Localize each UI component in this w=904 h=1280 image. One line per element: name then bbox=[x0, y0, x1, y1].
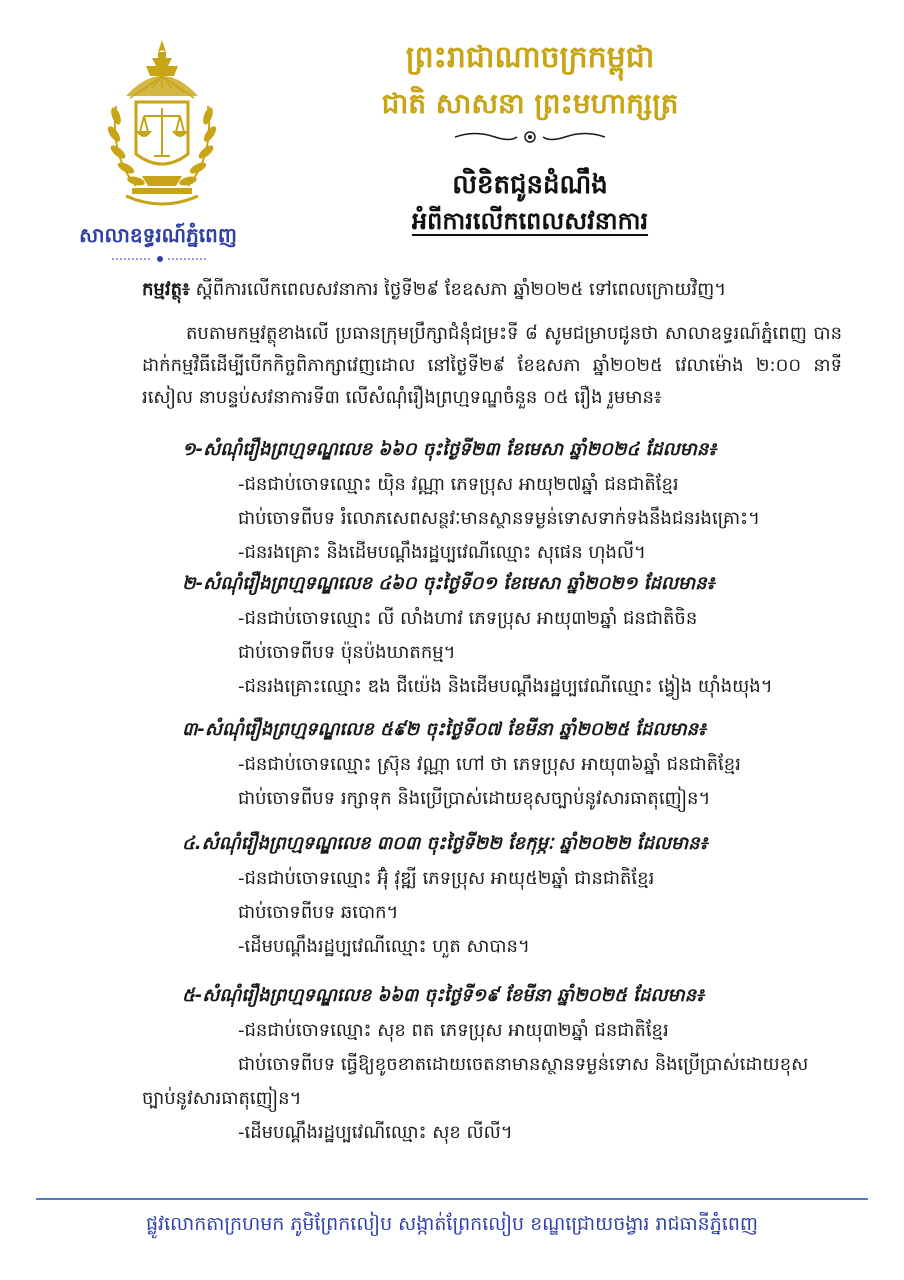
case-line: -ជនរងគ្រោះឈ្មោះ ឌង ជីយ៉េង និងដើមបណ្តឹងរដ្ឋប្បវេណីឈ្មោះ ង្វៀង យ៉ាំងយុង។ bbox=[238, 676, 773, 697]
case-block bbox=[142, 432, 852, 570]
case-line: -ជនជាប់ចោទឈ្មោះ អ៊ុំ វុឌ្ឍី ភេទប្រុស អាយុ៥២ឆ្នាំ ជានជាតិខ្មែរ bbox=[238, 868, 655, 889]
case-heading: ៤.សំណុំរឿងព្រហ្មទណ្ឌលេខ ៣០៣ ចុះថ្ងៃទី២២ ខែកុម្ភៈ ឆ្នាំ២០២២ ដែលមាន៖ bbox=[182, 833, 708, 854]
ornament-divider-icon bbox=[112, 254, 208, 264]
court-emblem-icon bbox=[96, 36, 228, 214]
case-line: -ជនរងគ្រោះ និងដើមបណ្តឹងរដ្ឋប្បវេណីឈ្មោះ សុផេន ហុងលី។ bbox=[238, 542, 646, 563]
subject-text: ស្តីពីការលើកពេលសវនាការ ថ្ងៃទី២៩ ខែឧសភា ឆ្នាំ២០២៥ ទៅពេលក្រោយវិញ។ bbox=[189, 279, 727, 300]
case-line: ជាប់ចោទពីបទ ធ្វើឱ្យខូចខាតដោយចេតនាមានស្ថានទម្ងន់ទោស និងប្រើប្រាស់ដោយខុស bbox=[238, 1054, 809, 1075]
document-subtitle: អំពីការលើកពេលសវនាការ bbox=[411, 206, 649, 235]
footer-address: ផ្លូវលោកតាក្រហមក ភូមិព្រែកលៀប សង្កាត់ព្រែកលៀប ខណ្ឌជ្រោយចង្វារ រាជធានីភ្នំពេញ bbox=[146, 1213, 758, 1235]
document-title: លិខិតជូនដំណឹង bbox=[452, 170, 608, 200]
case-heading: ៣-សំណុំរឿងព្រហ្មទណ្ឌលេខ ៥៩២ ចុះថ្ងៃទី០៧ ខែមីនា ឆ្នាំ២០២៥ ដែលមាន៖ bbox=[182, 719, 706, 740]
case-line: -ជនជាប់ចោទឈ្មោះ សុខ ពត ភេទប្រុស អាយុ៣២ឆ្នាំ ជនជាតិខ្មែរ bbox=[238, 1020, 669, 1041]
case-heading: ៥-សំណុំរឿងព្រហ្មទណ្ឌលេខ ៦៦៣ ចុះថ្ងៃទី១៩ ខែមីនា ឆ្នាំ២០២៥ ដែលមាន៖ bbox=[182, 985, 704, 1006]
case-heading: ១-សំណុំរឿងព្រហ្មទណ្ឌលេខ ៦៦០ ចុះថ្ងៃទី២៣ ខែមេសា ឆ្នាំ២០២៤ ដែលមាន៖ bbox=[182, 439, 717, 460]
kingdom-heading: ព្រះរាជាណាចក្រកម្ពុជា bbox=[405, 40, 655, 75]
case-heading: ២-សំណុំរឿងព្រហ្មទណ្ឌលេខ ៤៦០ ចុះថ្ងៃទី០១ ខែមេសា ឆ្នាំ២០២១ ដែលមាន៖ bbox=[182, 573, 715, 594]
national-motto: ជាតិ សាសនា ព្រះមហាក្សត្រ bbox=[381, 87, 679, 120]
ornament-divider-icon bbox=[455, 130, 605, 144]
case-line: ច្បាប់នូវសារធាតុញៀន។ bbox=[142, 1088, 302, 1109]
subject-label: កម្មវត្ថុ៖ bbox=[142, 279, 190, 300]
case-line: -ដើមបណ្តឹងរដ្ឋប្បវេណីឈ្មោះ ហួត សាបាន។ bbox=[238, 936, 530, 957]
subject-line bbox=[142, 274, 842, 306]
case-line: ជាប់ចោទពីបទ រក្សាទុក និងប្រើប្រាស់ដោយខុសច្បាប់នូវសារធាតុញៀន។ bbox=[238, 788, 711, 809]
case-block bbox=[142, 566, 852, 704]
footer-divider bbox=[36, 1198, 868, 1200]
case-block bbox=[142, 712, 852, 816]
court-name: សាលាឧទ្ធរណ៍ភ្នំពេញ bbox=[79, 223, 237, 247]
case-line: -ជនជាប់ចោទឈ្មោះ យ៉ិន វណ្ណា ភេទប្រុស អាយុ២៧ឆ្នាំ ជនជាតិខ្មែរ bbox=[238, 474, 679, 495]
case-line: -ដើមបណ្តឹងរដ្ឋប្បវេណីឈ្មោះ សុខ លីលី។ bbox=[238, 1122, 513, 1143]
intro-paragraph: តបតាមកម្មវត្ថុខាងលើ ប្រធានក្រុមប្រឹក្សាជំនុំជម្រះទី ៨ សូមជម្រាបជូនថា សាលាឧទ្ធរណ៍ភ្នំពេញ បានដាក់កម្មវិធីដើម្បីបើកកិច្ចពិភាក្សាវេញដោល នៅថ្ងៃទី២៩ ខែឧសភា ឆ្នាំ២០២៥ វេលាម៉ោង ២:០០ នាទីរសៀល នាបន្ទប់សវនាការទី៣ លើសំណុំរឿងព្រហ្មទណ្ឌចំនួន ០៥ រឿង រួមមាន៖ bbox=[142, 323, 842, 408]
case-line: -ជនជាប់ចោទឈ្មោះ ស្រ៊ុន វណ្ណា ហៅ ថា ភេទប្រុស អាយុ៣៦ឆ្នាំ ជនជាតិខ្មែរ bbox=[238, 754, 741, 775]
case-line: ជាប់ចោទពីបទ ឆបោក។ bbox=[238, 902, 399, 923]
case-line: ជាប់ចោទពីបទ ប៉ុនប៉ងឃាតកម្ម។ bbox=[238, 642, 456, 663]
case-line: ជាប់ចោទពីបទ រំលោភសេពសន្ថវៈមានស្ថានទម្ងន់ទោសទាក់ទងនឹងជនរងគ្រោះ។ bbox=[238, 508, 760, 529]
case-block bbox=[142, 978, 852, 1150]
case-block bbox=[142, 826, 852, 964]
case-line: -ជនជាប់ចោទឈ្មោះ លី លាំងហាវ ភេទប្រុស អាយុ៣២ឆ្នាំ ជនជាតិចិន bbox=[238, 608, 698, 629]
